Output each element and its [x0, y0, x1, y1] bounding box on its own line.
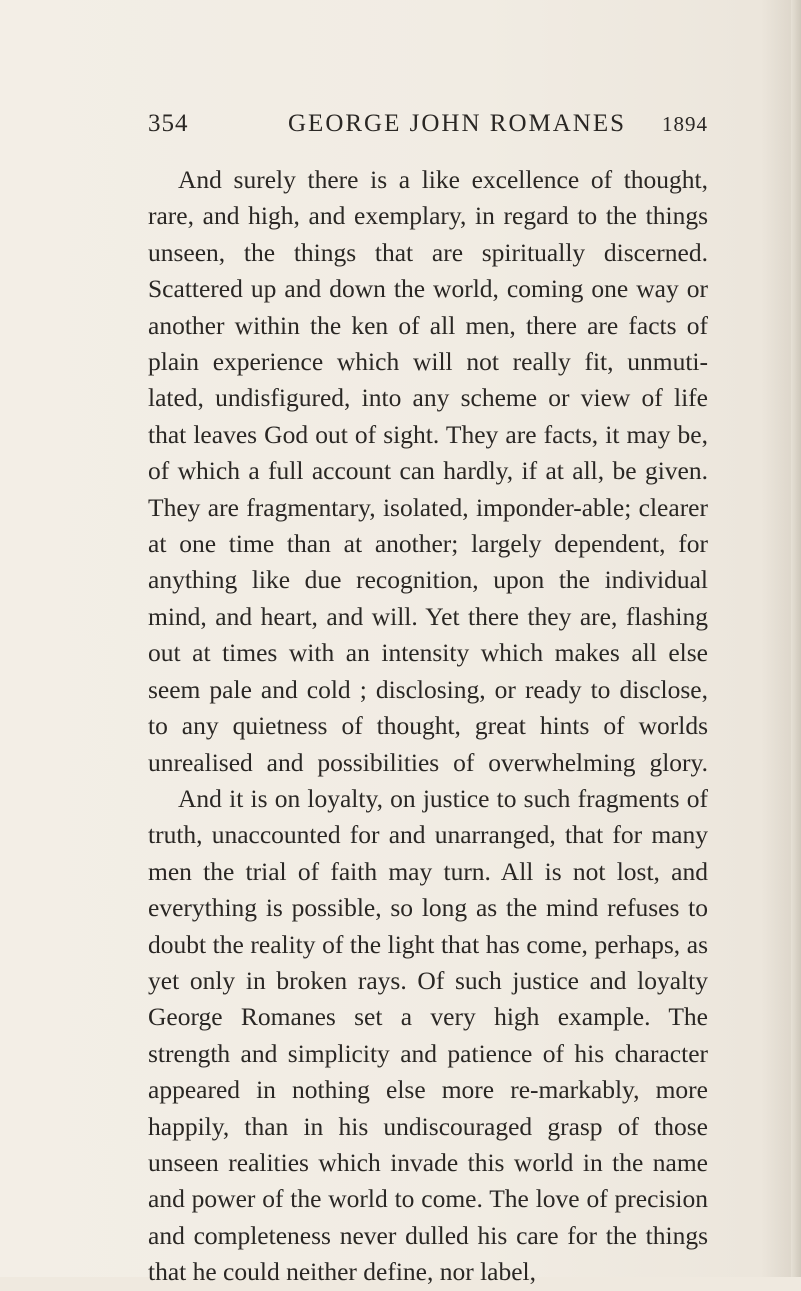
page-edge [791, 0, 801, 1277]
running-head: GEORGE JOHN ROMANES [288, 110, 627, 137]
page-number: 354 [148, 110, 189, 137]
paragraph-1: And surely there is a like excellence of thought, rare, and high, and exemplary, in regard to the things unseen, the things that are spiritually discerned. Scattered up and down the world, coming one way or another within the ken of all men, there are facts of plain experience which will not really fit, unmuti-lated, undisfigured, into any scheme or view of life that leaves God out of sight. They are facts, it may be, of which a full account can hardly, if at all, be given. They are fragmentary, isolated, imponder-able; clearer at one time than at another; largely dependent, for anything like due recognition, upon the individual mind, and heart, and will. Yet there they are, flashing out at times with an intensity which makes all else seem pale and cold ; disclosing, or ready to disclose, to any quietness of thought, great hints of worlds unrealised and possibilities of overwhelming glory. [148, 165, 708, 777]
page-header [148, 110, 708, 150]
body-text [148, 162, 708, 1291]
paragraph-2: And it is on loyalty, on justice to such fragments of truth, unaccounted for and unarranged, that for many men the trial of faith may turn. All is not lost, and everything is possible, so long as the mind refuses to doubt the reality of the light that has come, perhaps, as yet only in broken rays. Of such justice and loyalty George Romanes set a very high example. The strength and simplicity and patience of his character appeared in nothing else more re-markably, more happily, than in his undiscouraged grasp of those unseen realities which invade this world in the name and power of the world to come. The love of precision and completeness never dulled his care for the things that he could neither define, nor label, [148, 783, 708, 1287]
header-year: 1894 [662, 112, 708, 136]
